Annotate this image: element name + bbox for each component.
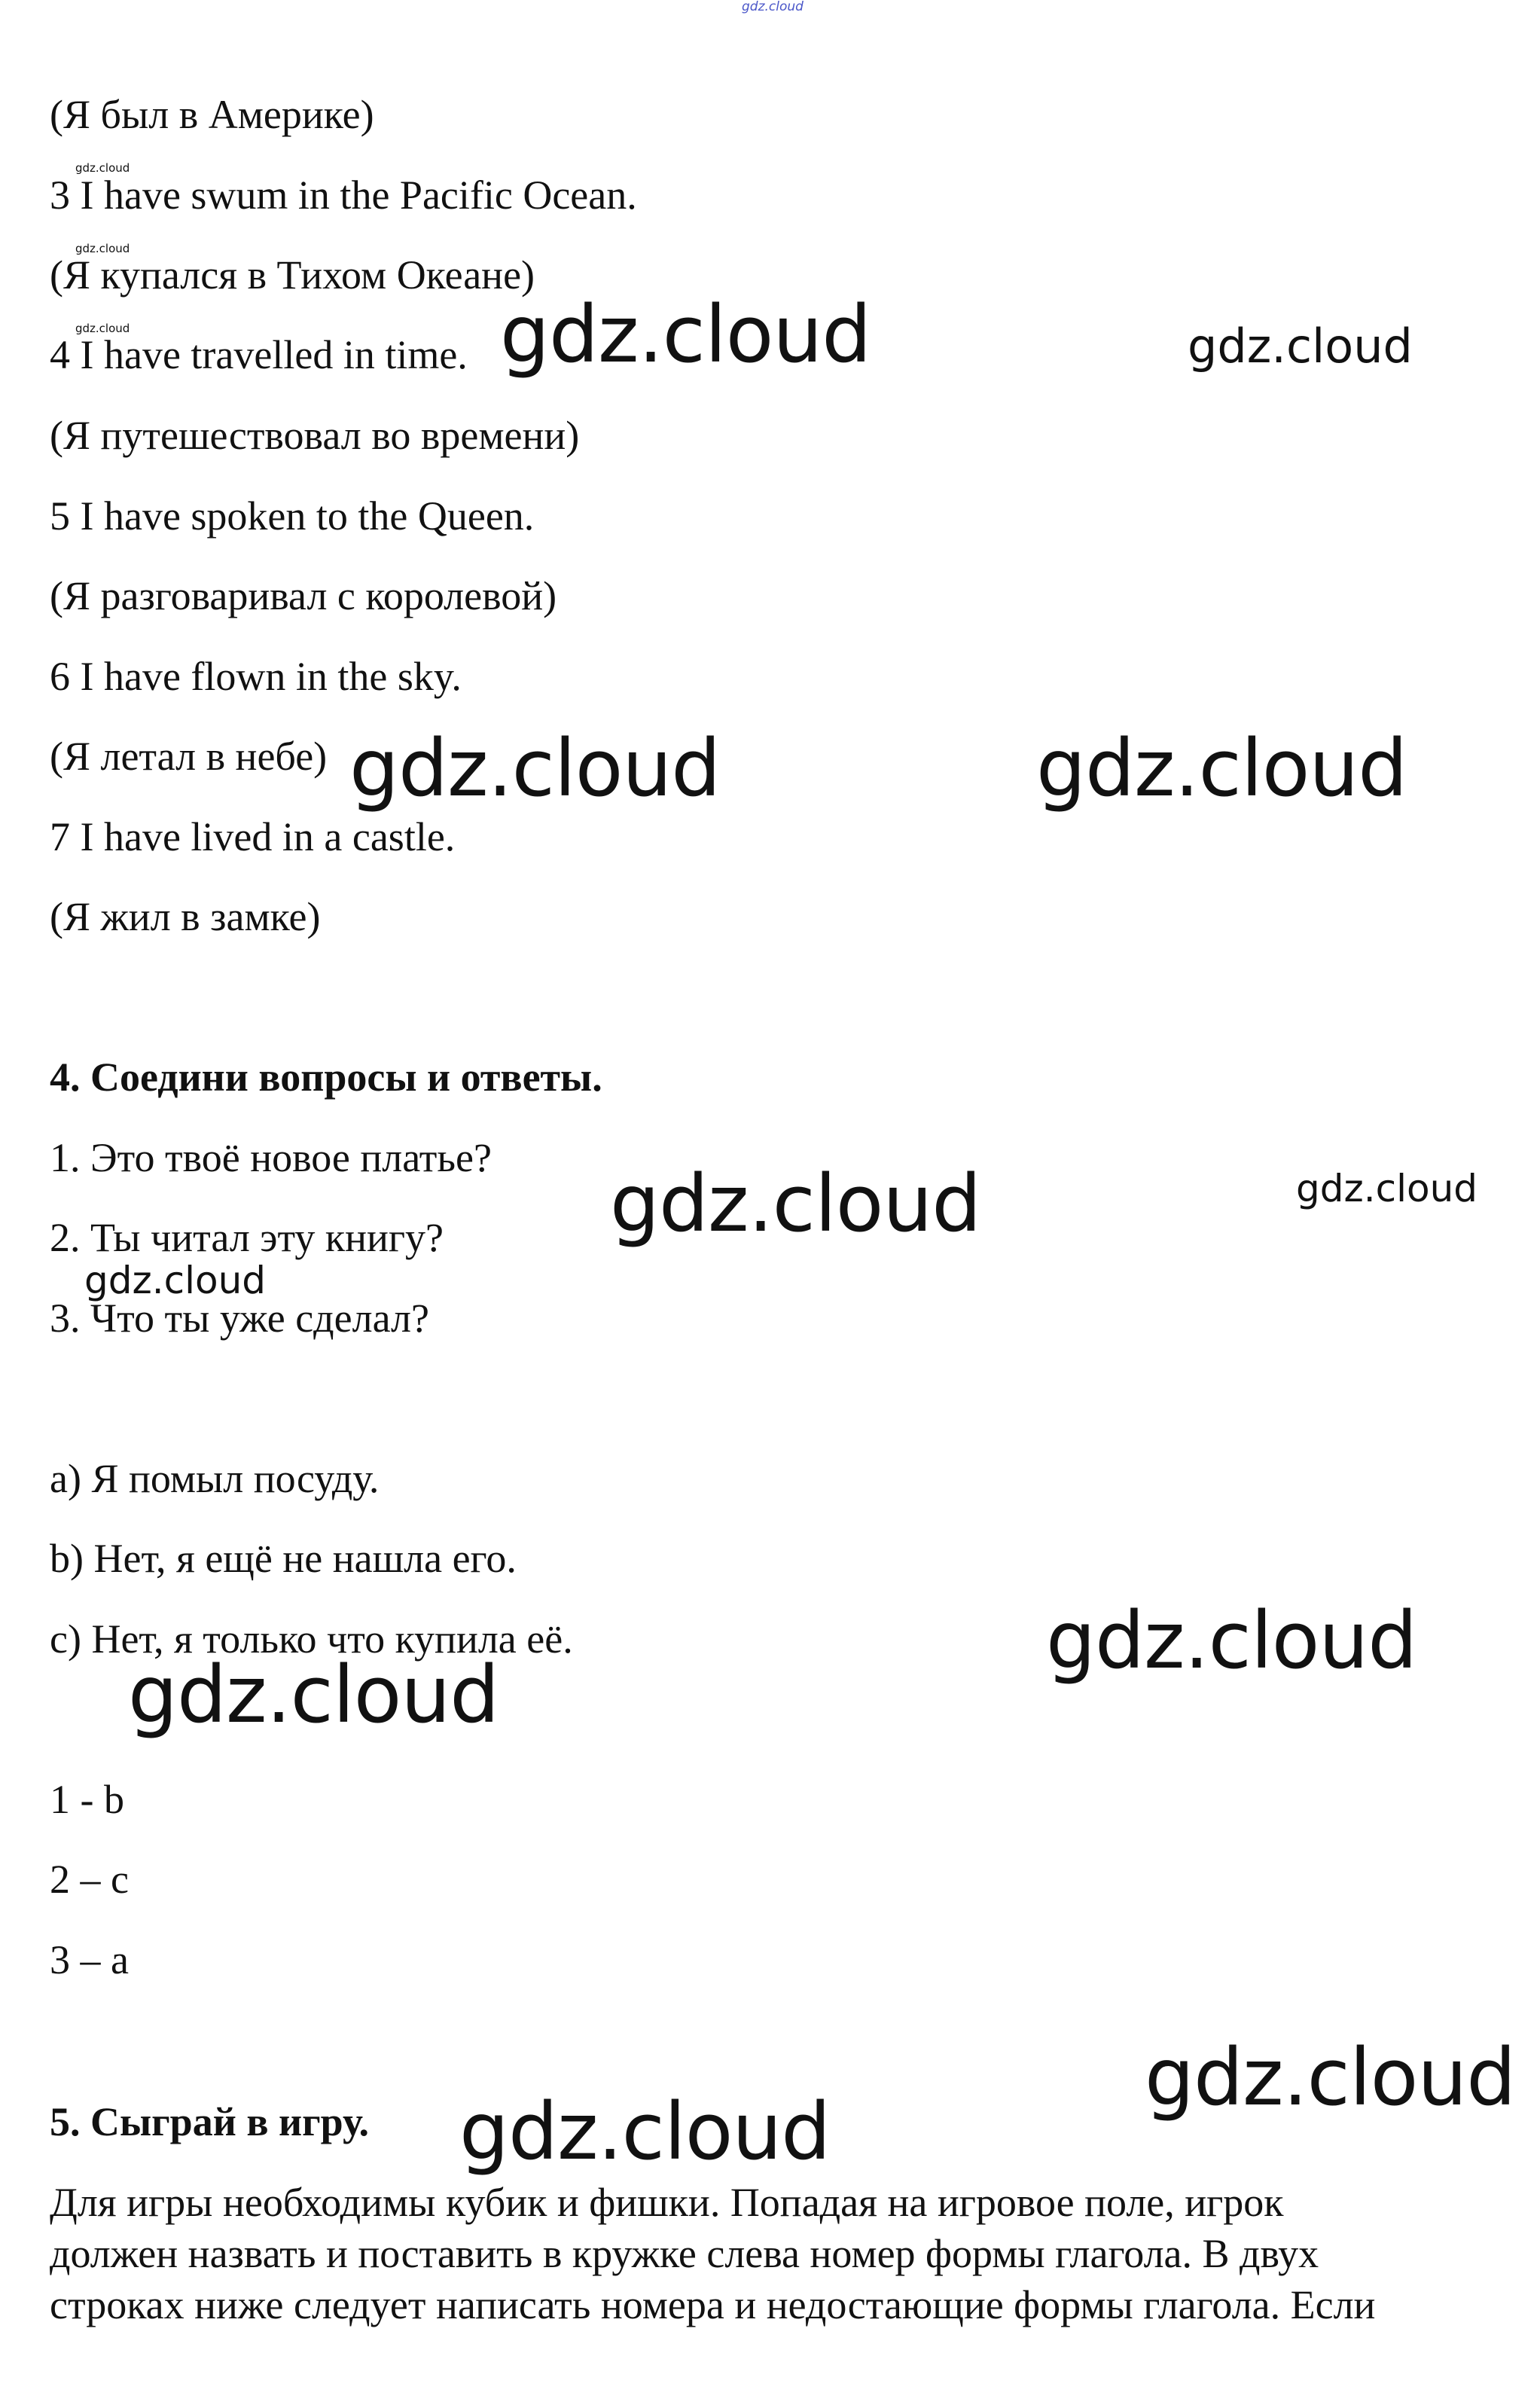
text-line: 4 I have travelled in time. [50, 332, 468, 377]
answer-item: c) Нет, я только что купила её. [50, 1616, 573, 1662]
match-item: 3 – a [50, 1937, 129, 1982]
watermark: gdz.cloud [1046, 1595, 1417, 1686]
section-5-heading: 5. Сыграй в игру. [50, 2099, 370, 2144]
watermark: gdz.cloud [1145, 2031, 1516, 2123]
text-line: 6 I have flown in the sky. [50, 654, 462, 699]
watermark: gdz.cloud [84, 1259, 267, 1302]
paragraph-line: Для игры необходимы кубик и фишки. Попадая на игровое поле, игрок [50, 2180, 1284, 2225]
match-item: 2 – c [50, 1857, 129, 1902]
text-line: (Я купался в Тихом Океане) [50, 252, 535, 298]
paragraph-line: должен назвать и поставить в кружке слева номер формы глагола. В двух [50, 2231, 1319, 2276]
watermark: gdz.cloud [610, 1158, 981, 1250]
text-line: (Я был в Америке) [50, 92, 374, 137]
watermark-small: gdz.cloud [75, 161, 130, 175]
watermark: gdz.cloud [459, 2086, 831, 2178]
answer-item: b) Нет, я ещё не нашла его. [50, 1536, 517, 1581]
question-item: 3. Что ты уже сделал? [50, 1296, 429, 1341]
watermark: gdz.cloud [128, 1649, 499, 1741]
text-line: 7 I have lived in a castle. [50, 814, 456, 859]
text-line: 5 I have spoken to the Queen. [50, 493, 535, 539]
watermark-small: gdz.cloud [75, 322, 130, 335]
watermark-small: gdz.cloud [75, 242, 130, 255]
question-item: 2. Ты читал эту книгу? [50, 1215, 444, 1260]
answer-item: a) Я помыл посуду. [50, 1456, 380, 1501]
section-5-paragraph [50, 2177, 1503, 2330]
section-4-heading: 4. Соедини вопросы и ответы. [50, 1054, 602, 1100]
text-line: (Я летал в небе) [50, 734, 328, 779]
text-line: 3 I have swum in the Pacific Ocean. [50, 172, 637, 218]
match-item: 1 - b [50, 1777, 124, 1822]
question-item: 1. Это твоё новое платье? [50, 1135, 492, 1180]
watermark: gdz.cloud [500, 288, 871, 380]
text-line: (Я жил в замке) [50, 894, 321, 939]
top-watermark: gdz.cloud [742, 0, 804, 14]
watermark: gdz.cloud [1188, 319, 1413, 374]
watermark: gdz.cloud [1036, 722, 1407, 814]
paragraph-line: строках ниже следует написать номера и недостающие формы глагола. Если [50, 2282, 1376, 2327]
watermark: gdz.cloud [349, 722, 721, 814]
text-line: (Я путешествовал во времени) [50, 413, 580, 458]
text-line: (Я разговаривал с королевой) [50, 573, 557, 618]
watermark: gdz.cloud [1296, 1167, 1478, 1210]
